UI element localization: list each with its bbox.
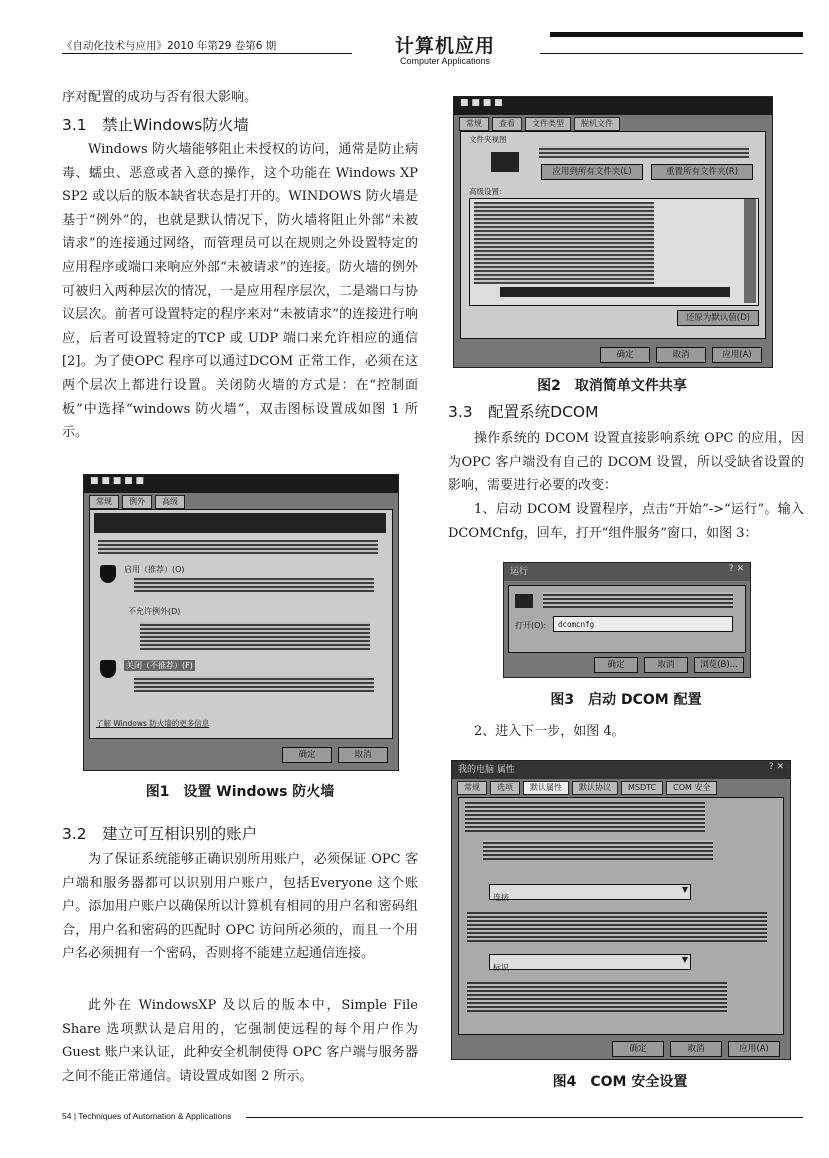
figure4-tabs <box>452 779 790 797</box>
figure3-description <box>543 592 733 608</box>
figure4-impersonation-select[interactable] <box>489 954 691 970</box>
figure3-titlebar <box>504 563 750 581</box>
figure3-open-label: 打开(O): <box>515 621 547 630</box>
figure3-cancel-button[interactable]: 取消 <box>644 657 688 673</box>
figure2-ok-button[interactable]: 确定 <box>600 347 650 363</box>
section-subtitle: Computer Applications <box>399 56 491 66</box>
figure2-tab-view[interactable]: 查看 <box>492 117 522 131</box>
close-icon[interactable]: ? ✕ <box>728 564 744 574</box>
run-icon <box>515 594 533 608</box>
footer-rule <box>246 1117 803 1118</box>
figure1-option-on[interactable]: 启用（推荐）(O) <box>124 565 185 574</box>
intro-paragraph: 序对配置的成功与否有很大影响。 <box>62 90 258 105</box>
figure2-restore-defaults-button[interactable]: 还原为默认值(D) <box>677 310 759 326</box>
header-rule-left <box>62 53 352 54</box>
figure3-command-value: dcomcnfg <box>558 620 595 629</box>
chevron-down-icon[interactable]: ▼ <box>681 885 688 894</box>
shield-icon <box>100 565 116 583</box>
figure2-folder-view-desc <box>539 146 749 158</box>
figure2-caption: 图2 取消简单文件共享 <box>537 378 687 394</box>
figure4-auth-value: 连接 <box>493 893 509 902</box>
section-title: 计算机应用 <box>394 35 495 57</box>
section-3-2-heading: 3.2 建立可互相识别的账户 <box>62 825 258 843</box>
figure2-reset-all-button[interactable]: 重置所有文件夹(R) <box>651 164 753 180</box>
figure1-option-no-exceptions[interactable]: 不允许例外(D) <box>128 607 181 616</box>
figure4-tab-general[interactable]: 常规 <box>457 781 487 795</box>
figure1-option-off[interactable]: 关闭（不推荐）(F) <box>126 661 193 670</box>
figure2-group-folder-view: 文件夹视图 <box>469 135 507 144</box>
figure2-advanced-list-items <box>474 202 654 284</box>
figure1-banner <box>94 513 386 533</box>
figure2-advanced-list[interactable] <box>469 198 759 306</box>
figure3-caption: 图3 启动 DCOM 配置 <box>550 692 702 708</box>
figure2-selected-row[interactable] <box>500 287 730 297</box>
figure1-description <box>98 540 378 554</box>
figure4-section-desc <box>483 840 713 860</box>
folder-icon <box>491 152 519 172</box>
figure1-titlebar: ■ ■ ■ ■ ■ <box>84 475 398 493</box>
figure4-tab-options[interactable]: 选项 <box>490 781 520 795</box>
figure4-reference-tracking[interactable] <box>467 982 727 1012</box>
section-3-2-paragraph-b: 此外在 WindowsXP 及以后的版本中，Simple File Share 选项默认是启用的，它强制使远程的每个用户作为Guest 账户来认证，此种安全机制使得 OPC 客户端与服务器之间不能正常通信。请设置成如图 2 所示。 <box>62 998 418 1084</box>
figure2-apply-all-button[interactable]: 应用到所有文件夹(L) <box>541 164 643 180</box>
figure1-cancel-button[interactable]: 取消 <box>338 747 388 763</box>
figure1-option-on-desc <box>134 578 374 592</box>
figure4-com-security-dialog <box>451 760 791 1060</box>
figure2-apply-button[interactable]: 应用(A) <box>712 347 762 363</box>
section-3-1-heading: 3.1 禁止Windows防火墙 <box>62 116 249 134</box>
figure3-command-input[interactable] <box>553 616 733 632</box>
figure1-help-link[interactable]: 了解 Windows 防火墙的更多信息 <box>96 719 210 728</box>
step-1-text: 1、启动 DCOM 设置程序，点击“开始”->“运行”。输入DCOMCnfg，回车，打开“组件服务”窗口，如图 3： <box>448 502 804 541</box>
figure4-tab-default-props[interactable]: 默认属性 <box>523 781 569 795</box>
figure4-caption: 图4 COM 安全设置 <box>552 1074 688 1090</box>
figure1-panel <box>89 509 393 739</box>
figure4-tab-default-protocols[interactable]: 默认协议 <box>572 781 618 795</box>
figure1-tab-exceptions[interactable]: 例外 <box>122 495 152 509</box>
figure4-auth-select[interactable] <box>489 884 691 900</box>
figure4-cancel-button[interactable]: 取消 <box>670 1041 722 1057</box>
header-rule-right <box>540 53 803 54</box>
figure1-no-exceptions-desc <box>140 622 370 650</box>
figure4-apply-button[interactable]: 应用(A) <box>728 1041 780 1057</box>
figure4-tab-msdtc[interactable]: MSDTC <box>621 781 663 795</box>
figure1-tab-advanced[interactable]: 高级 <box>155 495 185 509</box>
figure3-run-dialog <box>503 562 751 678</box>
section-3-3-heading: 3.3 配置系统DCOM <box>448 403 599 421</box>
figure2-cancel-button[interactable]: 取消 <box>656 347 706 363</box>
figure4-title: 我的电脑 属性 <box>458 765 515 775</box>
figure3-browse-button[interactable]: 浏览(B)... <box>694 657 744 673</box>
figure2-folder-options-dialog <box>453 96 773 368</box>
figure4-impersonation-value: 标识 <box>493 963 509 972</box>
figure4-ok-button[interactable]: 确定 <box>612 1041 664 1057</box>
chevron-down-icon[interactable]: ▼ <box>681 955 688 964</box>
figure2-tab-general[interactable]: 常规 <box>459 117 489 131</box>
figure4-titlebar <box>452 761 790 779</box>
close-icon[interactable]: ? ✕ <box>768 762 784 772</box>
figure1-ok-button[interactable]: 确定 <box>282 747 332 763</box>
figure4-panel <box>458 797 784 1035</box>
figure4-impersonation-desc <box>467 912 767 942</box>
footer-page-line: 54 | Techniques of Automation & Applications <box>62 1111 232 1121</box>
header-bar-right <box>550 32 803 37</box>
section-3-3-paragraph: 操作系统的 DCOM 设置直接影响系统 OPC 的应用，因为OPC 客户端没有自己的 DCOM 设置，所以受缺省设置的影响，需要进行必要的改变： <box>448 431 804 494</box>
section-3-2-paragraph-a: 为了保证系统能够正确识别所用账户，必须保证 OPC 客户端和服务器都可以识别用户账户，包括Everyone 这个账户。添加用户账户以确保所以计算机有相同的用户名和密码组合，用户名和密码的匹配时 OPC 访问所必须的，而且一个用户名必须拥有一个密码，否则将不能建立起通信连接。 <box>62 852 418 962</box>
figure2-group-advanced: 高级设置： <box>469 187 507 196</box>
figure2-panel <box>460 131 766 339</box>
figure3-title: 运行 <box>510 567 529 577</box>
figure2-tab-file-types[interactable]: 文件类型 <box>525 117 571 131</box>
figure1-tab-general[interactable]: 常规 <box>89 495 119 509</box>
figure2-list-scrollbar[interactable] <box>744 199 756 303</box>
figure3-ok-button[interactable]: 确定 <box>594 657 638 673</box>
figure4-checkbox-options[interactable] <box>465 802 705 832</box>
figure4-tab-com-security[interactable]: COM 安全 <box>666 781 717 795</box>
figure1-firewall-dialog <box>83 474 399 771</box>
figure2-tab-offline[interactable]: 脱机文件 <box>574 117 620 131</box>
section-3-1-paragraph: Windows 防火墙能够阻止未授权的访问，通常是防止病毒、蠕虫、恶意或者入意的操作，这个功能在 Windows XP SP2 或以后的版本缺省状态是打开的。WINDOWS 防火墙是基于“例外”的，也就是默认情况下，防火墙将阻止外部“未被请求”的连接通过网络，而管理员可以在规则之外设置特定的应用程序或端口来响应外部“未被请求”的连接。防火墙的例外可被归入两种层次的情况，一是应用程序层次，二是端口与协议层次。前者可设置特定的程序来对“未被请求”的连接进行响应，后者可设置特定的TCP 或 UDP 端口来允许相应的通信[2]。为了使OPC 程序可以通过DCOM 正常工作，必须在这两个层次上都进行设置。关闭防火墙的方式是：在“控制面板”中选择“windows 防火墙”，双击图标设置成如图 1 所示。 <box>62 142 418 441</box>
figure3-panel <box>508 585 746 653</box>
step-2-text: 2、进入下一步，如图 4。 <box>474 724 625 739</box>
journal-header: 《自动化技术与应用》2010 年第29 卷第6 期 <box>62 40 277 52</box>
figure1-caption: 图1 设置 Windows 防火墙 <box>145 784 335 800</box>
figure1-option-off-desc <box>134 676 374 692</box>
shield-icon <box>100 660 116 678</box>
figure2-titlebar: ■ ■ ■ ■ <box>454 97 772 115</box>
